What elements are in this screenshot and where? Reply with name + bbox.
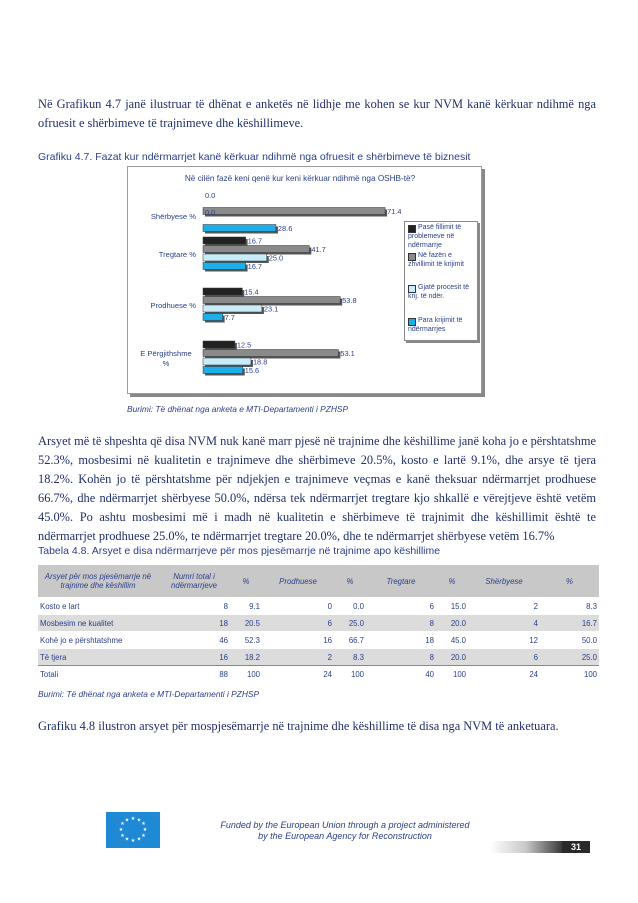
- table-header-cell: Shërbyese: [468, 565, 540, 598]
- table-cell: Totali: [38, 666, 158, 683]
- category-label: E Përgjithshme: [140, 349, 192, 358]
- svg-text:★: ★: [136, 817, 142, 824]
- eu-stars: [106, 812, 160, 848]
- value-label: 53.1: [340, 349, 355, 358]
- table-row: [38, 615, 599, 632]
- bar: [203, 305, 262, 312]
- table-header-cell: Tregtare: [366, 565, 436, 598]
- table-cell: 18: [366, 632, 436, 649]
- svg-text:★: ★: [124, 817, 130, 824]
- table-cell: 52.3: [230, 632, 262, 649]
- table-cell: 2: [262, 649, 334, 666]
- closing-paragraph: Grafiku 4.8 ilustron arsyet për mospjesëmarrje në trajnime dhe këshillime të disa nga NVM të anketuara.: [38, 719, 559, 733]
- category-label: %: [162, 359, 170, 368]
- table-row: [38, 632, 599, 649]
- value-label: 15.6: [244, 366, 260, 375]
- funding-line-2: by the European Agency for Reconstruction: [258, 831, 432, 841]
- legend-item: [408, 224, 476, 250]
- table-cell: 8: [366, 649, 436, 666]
- value-label: 41.7: [311, 245, 326, 254]
- chart-caption: Grafiku 4.7. Fazat kur ndërmarrjet kanë kërkuar ndihmë nga ofruesit e shërbimeve të biznesit: [38, 151, 471, 163]
- svg-text:★: ★: [130, 838, 136, 844]
- svg-text:★: ★: [141, 833, 146, 839]
- table-cell: Të tjera: [38, 649, 158, 666]
- table-header-cell: Prodhuese: [262, 565, 334, 598]
- legend-item: [408, 284, 476, 302]
- table-cell: 20.0: [436, 615, 468, 632]
- category-label: Tregtare %: [158, 250, 196, 259]
- legend-swatch: [408, 225, 416, 233]
- svg-text:★: ★: [141, 821, 146, 827]
- bar: [203, 341, 235, 348]
- svg-text:★: ★: [120, 821, 125, 827]
- table-cell: 8.3: [334, 649, 366, 666]
- chart-legend: [404, 221, 478, 341]
- table-header-cell: %: [540, 565, 599, 598]
- table-cell: 9.1: [230, 598, 262, 615]
- bar: [203, 314, 223, 321]
- funding-line-1: Funded by the European Union through a project administered: [220, 820, 470, 830]
- table-cell: 6: [262, 615, 334, 632]
- legend-label: Gjatë procesit të krij. të ndër.: [408, 284, 469, 300]
- table-cell: 100: [436, 666, 468, 683]
- bar: [203, 288, 242, 295]
- table-cell: 20.0: [436, 649, 468, 666]
- value-label: 0.0: [205, 191, 216, 200]
- svg-text:★: ★: [120, 833, 125, 839]
- table-cell: 25.0: [540, 649, 599, 666]
- intro-paragraph: Në Grafikun 4.7 janë ilustruar të dhënat e anketës në lidhje me kohen se kur NVM kanë kërkuar ndihmë nga ofruesit e shërbimeve të trajnimeve dhe këshillimeve.: [38, 97, 596, 130]
- legend-label: Në fazën e zhvillimit të krijimit: [408, 252, 464, 268]
- legend-item: [408, 317, 476, 335]
- value-label: 23.1: [263, 304, 279, 314]
- table-row: [38, 598, 599, 615]
- bar: [203, 208, 385, 215]
- legend-swatch: [408, 285, 416, 293]
- legend-swatch: [408, 253, 416, 261]
- value-label: 18.8: [252, 357, 268, 367]
- reasons-table: [38, 565, 599, 683]
- table-cell: 50.0: [540, 632, 599, 649]
- table-cell: 12: [468, 632, 540, 649]
- category-label: Prodhuese %: [150, 301, 196, 310]
- value-label: 16.7: [247, 236, 262, 246]
- table-header-cell: Numri total i ndërmarrjeve: [158, 565, 230, 598]
- table-cell: 8: [158, 598, 230, 615]
- bar: [203, 367, 243, 374]
- value-label: 53.8: [342, 296, 357, 305]
- table-cell: 100: [334, 666, 366, 683]
- legend-swatch: [408, 318, 416, 326]
- table-cell: 24: [468, 666, 540, 683]
- table-cell: 16: [158, 649, 230, 666]
- table-cell: 46: [158, 632, 230, 649]
- legend-label: Para krijimit të ndërmarrjes: [408, 317, 463, 333]
- bar: [203, 246, 309, 253]
- table-cell: 18: [158, 615, 230, 632]
- value-label: 71.4: [387, 207, 402, 216]
- body-paragraph: Arsyet më të shpeshta që disa NVM nuk kanë marr pjesë në trajnime dhe këshillime janë koha jo e përshtatshme 52.3%, mosbesimi në kualitetin e trajnimeve dhe shërbimeve 20.5%, kosto e lartë 9.1%, dhe arsye të tjera 18.2%. Kohën jo të përshtatshme për ndjekjen e trajnimeve veçmas e kanë theksuar ndërmarrjet prodhuese 66.7%, dhe ndërmarrjet shërbyese 50.0%, ndërsa tek ndërmarrjet tregtare kjo shkallë e vërejtjeve është vetëm 45.0%. Po ashtu mosbesimi më i madh në kualitetin e shërbimeve të trajnimit dhe këshillimit është te ndërmarrjet prodhuese 25.0%, te ndërmarrjet tregtare 20.0%, dhe te ndërmarrjet shërbyese vetëm 16.7%: [38, 434, 596, 543]
- bar: [203, 297, 340, 304]
- chart-source: Burimi: Të dhënat nga anketa e MTI-Departamenti i PZHSP: [127, 404, 349, 414]
- value-label: 16.7: [247, 262, 262, 271]
- svg-text:★: ★: [136, 836, 142, 843]
- page-number: 31: [562, 841, 590, 853]
- table-cell: 15.0: [436, 598, 468, 615]
- funding-note: [200, 820, 490, 842]
- bar: [203, 254, 267, 261]
- table-cell: 16.7: [540, 615, 599, 632]
- bar: [203, 358, 251, 365]
- bar: [203, 263, 246, 270]
- table-cell: 0: [262, 598, 334, 615]
- table-row: [38, 649, 599, 666]
- table-cell: 6: [468, 649, 540, 666]
- table-cell: 18.2: [230, 649, 262, 666]
- table-cell: 40: [366, 666, 436, 683]
- table-cell: 24: [262, 666, 334, 683]
- legend-item: [408, 252, 476, 270]
- table-cell: 6: [366, 598, 436, 615]
- table-header-cell: Arsyet për mos pjesëmarrje në trajnime dhe këshillim: [38, 565, 158, 598]
- table-cell: 25.0: [334, 615, 366, 632]
- value-label: 12.5: [236, 340, 252, 350]
- table-caption: Tabela 4.8. Arsyet e disa ndërmarrjeve për mos pjesëmarrje në trajnime apo këshillime: [38, 545, 441, 557]
- value-label: 28.6: [277, 224, 293, 233]
- table-cell: 16: [262, 632, 334, 649]
- table-source: Burimi: Të dhënat nga anketa e MTI-Departamenti i PZHSP: [38, 689, 260, 699]
- table-row: [38, 666, 599, 683]
- bar-chart: [127, 166, 482, 394]
- value-label: 0.0: [205, 208, 216, 217]
- table-cell: Kosto e lart: [38, 598, 158, 615]
- table-cell: 8.3: [540, 598, 599, 615]
- value-label: 25.0: [268, 253, 284, 263]
- table-cell: 20.5: [230, 615, 262, 632]
- table-cell: 0.0: [334, 598, 366, 615]
- bar: [203, 237, 246, 244]
- table-cell: 100: [230, 666, 262, 683]
- table-cell: 4: [468, 615, 540, 632]
- table-header-row: [38, 565, 599, 598]
- table-header-cell: %: [230, 565, 262, 598]
- svg-text:★: ★: [124, 836, 130, 843]
- table-header-cell: %: [436, 565, 468, 598]
- table-cell: 45.0: [436, 632, 468, 649]
- eu-flag-icon: [106, 812, 160, 848]
- chart-title: Në cilën fazë keni qenë kur keni kërkuar ndihmë nga OSHB-të?: [184, 174, 416, 183]
- value-label: 7.7: [224, 313, 235, 322]
- table-header-cell: %: [334, 565, 366, 598]
- bar: [203, 350, 338, 357]
- category-label: Shërbyese %: [150, 212, 196, 221]
- table-cell: 66.7: [334, 632, 366, 649]
- table-cell: Mosbesim ne kualitet: [38, 615, 158, 632]
- table-cell: 88: [158, 666, 230, 683]
- svg-text:★: ★: [142, 827, 148, 833]
- value-label: 15.4: [244, 287, 259, 297]
- svg-text:★: ★: [118, 827, 124, 833]
- table-cell: 8: [366, 615, 436, 632]
- bar: [203, 225, 276, 232]
- svg-text:★: ★: [130, 816, 136, 822]
- legend-label: Pasë fillimit të problemeve në ndërmarrje: [408, 224, 462, 249]
- table-cell: 2: [468, 598, 540, 615]
- table-cell: 100: [540, 666, 599, 683]
- page-number-bar: [490, 841, 562, 853]
- table-cell: Kohë jo e përshtatshme: [38, 632, 158, 649]
